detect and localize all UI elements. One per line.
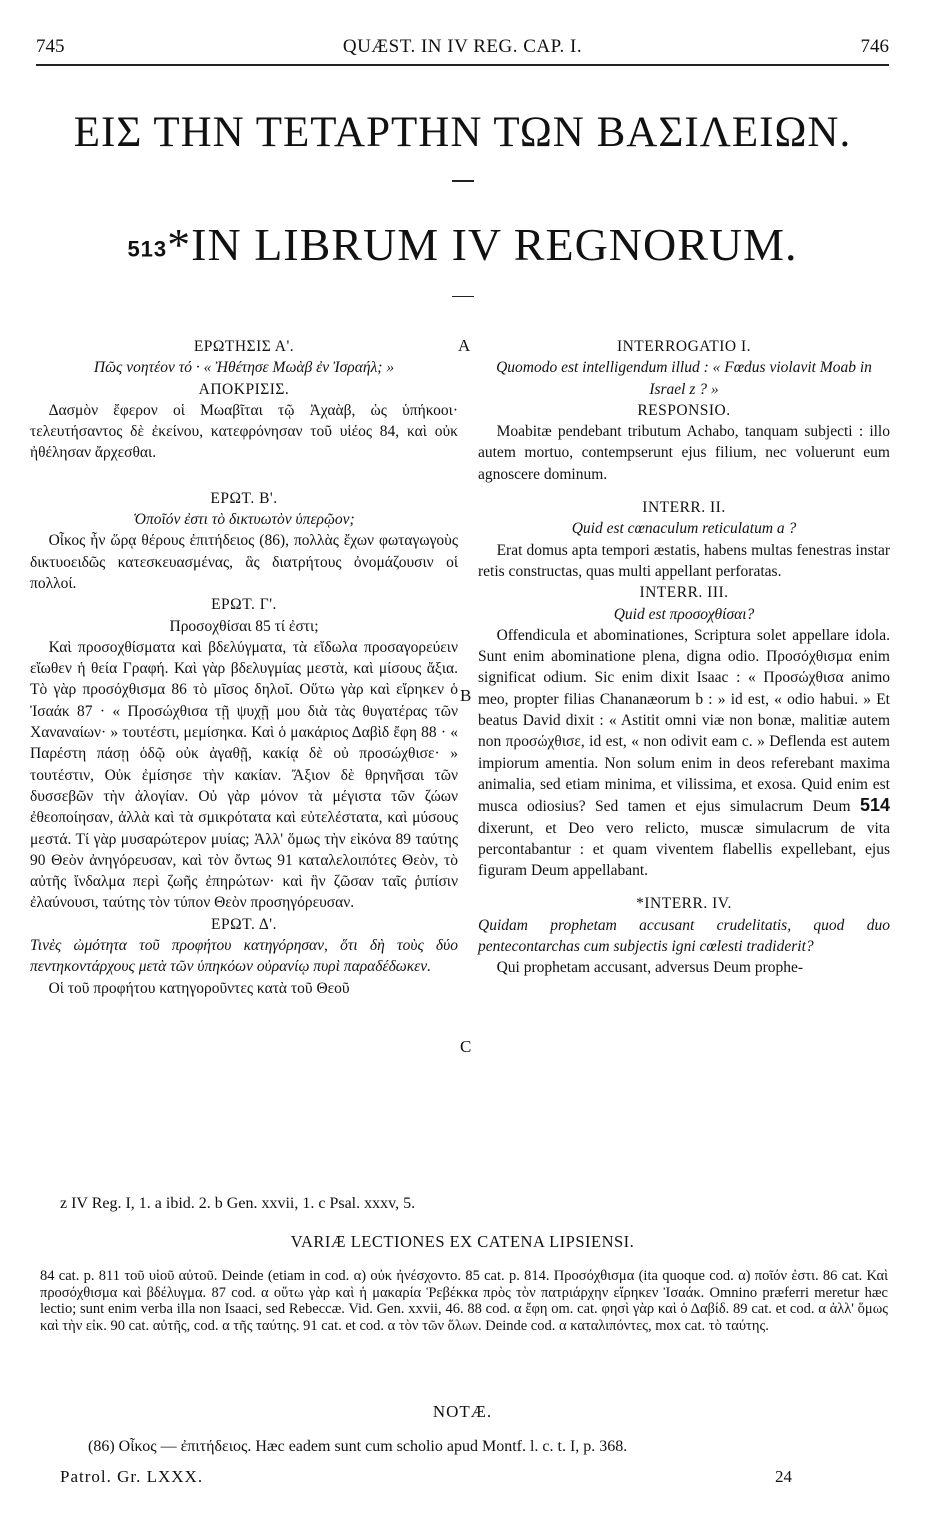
latin-q2-answer: Erat domus apta tempori æstatis, habens multas fenestras instar retis constructas, quas multi appellant perforatas. [478, 541, 890, 580]
margin-marker-b: B [460, 686, 472, 705]
latin-q3-question: Quid est προσοχθίσαι? [613, 605, 755, 623]
patrol-signature: Patrol. Gr. LXXX. [60, 1467, 204, 1486]
greek-q3-answer: Καὶ προσοχθίσματα καὶ βδελύγματα, τὰ εἴδωλα προσαγορεύειν εἴωθεν ἡ θεία Γραφή. Καὶ γὰρ βδελυγμίας μεστὰ, καὶ μίσους ἄξια. Τὸ γὰρ προσόχθισμα 86 τὸ μῖσος δηλοῖ. Οὕτω γὰρ καὶ εἴρηκεν ὁ Ἰσαάκ 87 · « Προσώχθισα τῇ ψυχῇ μου διὰ τὰς θυγατέρας τῶν Χαναναίων· » τουτέστι, μεμίσηκα. Καὶ ὁ μακάριος Δαβὶδ ἔφη 88 · « Παρέστη πάσῃ ὁδῷ οὐκ ἀγαθῇ, κακίᾳ δὲ οὐ προσώχθισε· » τουτέστιν, Οὐκ ἐμίσησε τὴν κακίαν. Ἄξιον δὲ θρηνῆσαι τῶν δυσσεβῶν τὴν ἀλογίαν. Οὐ γὰρ μόνον τὰ μέγιστα τῶν ζώων ἐθεοποίησαν, ἀλλὰ καὶ τὰ σμικρότατα καὶ εὐτελέστατα, καὶ μύσους μεστά. Τί γὰρ μυσαρώτερον μυίας; Ἀλλ' ὅμως τὴν εἰκόνα 89 ταύτης 90 Θεὸν ἀνηγόρευσαν, καὶ τὸν ὄντως 91 καταλελοιπότες Θεὸν, τὸ αὐτῆς ἴνδαλμα περὶ ζωῆς ἐπηρώτων· καὶ ἣν ζῶσαν ταῖς ῥιπίσιν ἐλαύνουσι, ταύτης τὸν τύπον Θεὸν προσηγόρευσαν. [30, 638, 458, 912]
notae-heading: NOTÆ. [432, 1402, 493, 1421]
running-title: QUÆST. IN IV REG. CAP. I. [342, 36, 583, 57]
latin-q1-response: Moabitæ pendebant tributum Achabo, tanquam subjecti : illo autem mortuo, contempserunt ejus filium, nec voluerunt eum agnoscere dominum. [478, 423, 890, 483]
latin-q4-answer: Qui prophetam accusant, adversus Deum prophe- [496, 959, 804, 977]
latin-column [478, 336, 890, 979]
running-header [0, 36, 925, 60]
latin-q3-answer [478, 625, 890, 882]
greek-q1-heading: ΕΡΩΤΗΣΙΣ Α'. [193, 338, 295, 355]
greek-q3-heading: ΕΡΩΤ. Γ'. [211, 596, 277, 614]
variae-heading: VARIÆ LECTIONES EX CATENA LIPSIENSI. [290, 1232, 635, 1251]
greek-q1-response: Δασμὸν ἔφερον οἱ Μωαβῖται τῷ Ἀχαὰβ, ὡς ὑπήκοοι· τελευτήσαντος δὲ ἐκείνου, κατεφρόνησαν τοῦ υἱέος 84, καὶ οὐκ ἠθέλησαν ἄρχεσθαι. [30, 401, 458, 462]
latin-q2-question: Quid est cœnaculum reticulatum a ? [571, 520, 797, 538]
signature-number: 24 [775, 1467, 792, 1486]
margin-marker-c: C [460, 1037, 472, 1056]
latin-q2-heading: INTERR. II. [642, 499, 726, 517]
latin-title-text: *IN LIBRUM IV REGNORUM. [167, 219, 798, 270]
greek-title: ΕΙΣ ΤΗΝ ΤΕΤΑΡΤΗΝ ΤΩΝ ΒΑΣΙΛΕΙΩΝ. [73, 109, 852, 156]
greek-q2-heading: ΕΡΩΤ. Β'. [210, 489, 278, 507]
latin-q3-heading: INTERR. III. [639, 584, 729, 602]
latin-title [0, 218, 925, 271]
latin-q1-question: Quomodo est intelligendum illud : « Fœdus violavit Moab in Israel z ? » [496, 359, 872, 398]
greek-q4-answer: Οἱ τοῦ προφήτου κατηγοροῦντες κατὰ τοῦ Θεοῦ [48, 979, 350, 997]
latin-q4-heading: *INTERR. IV. [636, 895, 732, 913]
column-number: 513 [127, 236, 168, 262]
latin-q3-answer-part1: Offendicula et abominationes, Scriptura solet appellare idola. Sunt enim abominatione plena, digna odio. Προσόχθισμα enim significat odium. Sic enim dixit Isaac : « Προσώχθισα animo meo, propter filias Chananæorum b : » id est, « odio habui. » Et beatus David dixit : « Astitit omni viæ non bonæ, malitiæ autem non προσώχθισε, id est, « non odivit eam c. » Deflenda est autem impiorum amentia. Non solum enim in deos referebant maxima animalia, sed etiam minima, et vilissima, et exosa. Quid enim est musca odiosius? Sed tamen et ejus simulacrum Deum [478, 626, 890, 816]
variae-text: 84 cat. p. 811 τοῦ υἱοῦ αὐτοῦ. Deinde (etiam in cod. α) οὐκ ἠνέσχοντο. 85 cat. p. 814. Προσόχθισμα (ita quoque cod. α) ποῖόν ἐστι. 86 cat. Καὶ προσόχθισμα καὶ βδέλυγμα. 87 cod. α οὕτω γὰρ καὶ ἡ μακαρία Ῥεβέκκα πρὸς τὸν πατριάρχην εἴρηκεν Ἰσαάκ. Omnino præferri meretur hæc lectio; sunt enim verba illa non Isaaci, sed Rebeccæ. Vid. Gen. xxvii, 46. 88 cod. α ἔφη om. cat. φησὶ γὰρ καὶ ὁ Δαβίδ. 89 cat. et cod. α ἀλλ' ὅμως καὶ τὴν εἰκ. 90 cat. αὐτῆς, cod. α τῆς ταύτης. 91 cat. et cod. α τὸν τῶν ὅλων. Deinde cod. α καταλιπόντες, mox cat. τὸ ταύτης. [40, 1268, 888, 1334]
notae-text: (86) Οἶκος — ἐπιτήδειος. Hæc eadem sunt cum scholio apud Montf. l. c. t. I, p. 368. [88, 1438, 628, 1455]
greek-q4-heading: ΕΡΩΤ. Δ'. [211, 915, 277, 933]
greek-q1-question: Πῶς νοητέον τό · « Ἠθέτησε Μωὰβ ἐν Ἰσραήλ; » [93, 359, 395, 377]
greek-column [30, 336, 458, 999]
greek-q2-answer: Οἶκος ἦν ὥρᾳ θέρους ἐπιτήδειος (86), πολλὰς ἔχων φωταγωγοὺς δικτυοειδῶς κατεσκευασμένας, ἃς διατρήτους ὀνομάζουσιν οἱ πολλοί. [30, 532, 458, 592]
latin-q1-heading: INTERROGATIO I. [616, 338, 752, 355]
column-number-514: 514 [859, 795, 890, 816]
margin-marker-a: A [458, 336, 471, 355]
latin-response-heading: RESPONSIO. [637, 401, 731, 419]
title-dash [452, 180, 474, 182]
latin-q3-answer-part2: dixerunt, et Deo vero relicto, muscæ simulacrum de vita percontabantur : et quam viventem flabellis expellebant, ejus figuram Deum appellabant. [478, 819, 890, 880]
page-number-right: 746 [860, 36, 889, 57]
title-dash-small [452, 296, 474, 297]
greek-q4-question: Τινὲς ὠμότητα τοῦ προφήτου κατηγόρησαν, ὅτι δὴ τοὺς δύο πεντηκοντάρχους μετὰ τῶν ὑπηκόων οὐρανίῳ πυρὶ παραδέδωκεν. [30, 937, 458, 976]
footnotes: z IV Reg. I, 1. a ibid. 2. b Gen. xxvii, 1. c Psal. xxxv, 5. [60, 1195, 416, 1212]
latin-q4-question: Quidam prophetam accusant crudelitatis, quod duo pentecontarchas cum subjectis igni cœlesti tradiderit? [478, 916, 890, 956]
greek-q3-question: Προσοχθίσαι 85 τί ἐστι; [169, 617, 319, 635]
greek-response-heading: ΑΠΟΚΡΙΣΙΣ. [198, 380, 290, 398]
header-rule [36, 64, 889, 66]
page-number-left: 745 [36, 36, 65, 57]
greek-q2-question: Ὁποῖόν ἐστι τὸ δικτυωτὸν ὑπερῷον; [133, 511, 355, 529]
